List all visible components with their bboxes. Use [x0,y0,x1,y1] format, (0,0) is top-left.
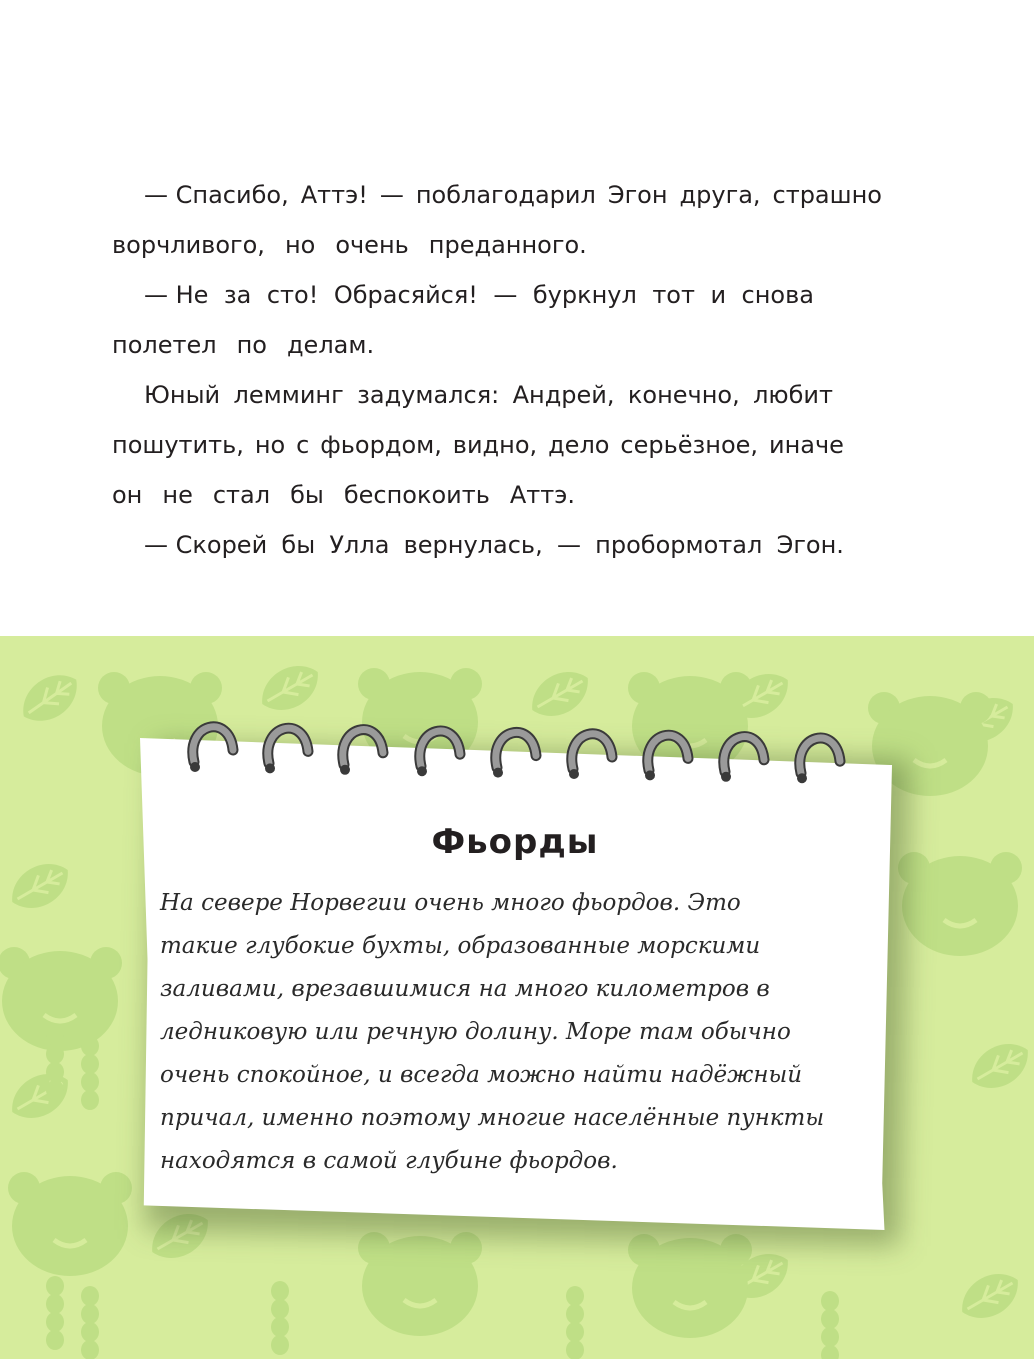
leaf-icon [13,664,88,733]
word: вернулась, [403,531,543,559]
braid-icon [271,1281,289,1355]
braid-icon [81,1286,99,1359]
leaf-icon [253,655,328,721]
story-line-6 [112,420,844,470]
word: Аттэ! [300,181,368,209]
word: бы [290,481,324,509]
leaf-icon [963,1033,1034,1099]
story-line-8 [112,520,844,570]
braid-icon [46,1276,64,1350]
word: — Спасибо, [144,181,289,209]
word: он [112,481,143,509]
word: беспокоить [343,481,490,509]
braid-icon [566,1286,584,1359]
word: сто! [266,281,319,309]
note-line-3: заливами, врезавшимися на много километров в [160,976,770,1002]
story-line-3 [112,270,814,320]
word: фьордом, [320,431,442,459]
leaf-icon [523,661,598,727]
word: видно, [452,431,538,459]
leaf-icon [3,853,78,919]
note-title: Фьорды [431,822,599,862]
note-text [160,882,860,1183]
leaf-icon [3,1063,78,1129]
word: конечно, [627,381,740,409]
word: но [254,431,286,459]
bear-face-icon [358,1232,482,1336]
word: за [223,281,252,309]
word: иначе [768,431,844,459]
story-line-4 [112,320,882,370]
story-line-2 [112,220,882,270]
word: — [379,181,404,209]
story-line-5 [112,370,833,420]
note-line-2: такие глубокие бухты, образованные морскими [160,933,761,959]
note-line-7: находятся в самой глубине фьордов. [160,1148,618,1174]
word: полетел [112,331,217,359]
word: преданного. [428,231,587,259]
bear-face-icon [8,1172,132,1276]
word: и [710,281,727,309]
word: дело [548,431,610,459]
story-text [112,170,882,570]
word: бы [281,531,316,559]
word: друга, [679,181,761,209]
bear-face-icon [898,852,1022,956]
word: Аттэ. [509,481,576,509]
word: пошутить, [112,431,244,459]
word: очень [335,231,409,259]
word: серьёзное, [620,431,759,459]
word: страшно [772,181,882,209]
word: лемминг [233,381,344,409]
word: — [493,281,518,309]
word: Эгон [607,181,668,209]
word: буркнул [532,281,637,309]
word: — [556,531,581,559]
bear-face-icon [628,1234,752,1338]
word: — Скорей [144,531,268,559]
word: поблагодарил [415,181,596,209]
word: снова [741,281,814,309]
word: ворчливого, [112,231,265,259]
word: пробормотал [595,531,763,559]
word: Обрасяйся! [333,281,478,309]
word: не [162,481,193,509]
word: но [284,231,316,259]
word: с [296,431,310,459]
word: задумался: [357,381,500,409]
word: Андрей, [512,381,615,409]
word: Эгон. [776,531,844,559]
braid-icon [821,1291,839,1359]
braid-icon [46,1026,64,1100]
braid-icon [81,1036,99,1110]
note-line-1: На севере Норвегии очень много фьордов. Это [160,890,741,916]
word: Юный [144,381,221,409]
word: любит [753,381,833,409]
leaf-icon [953,1263,1028,1329]
word: тот [652,281,695,309]
word: по [236,331,267,359]
note-line-5: очень спокойное, и всегда можно найти надёжный [160,1062,803,1088]
word: делам. [286,331,375,359]
note-line-4: ледниковую или речную долину. Море там обычно [160,1019,791,1045]
word: — Не [144,281,209,309]
word: Улла [329,531,390,559]
note-line-6: причал, именно поэтому многие населённые пункты [160,1105,825,1131]
story-line-7 [112,470,882,520]
word: стал [212,481,271,509]
story-line-1 [112,170,882,220]
